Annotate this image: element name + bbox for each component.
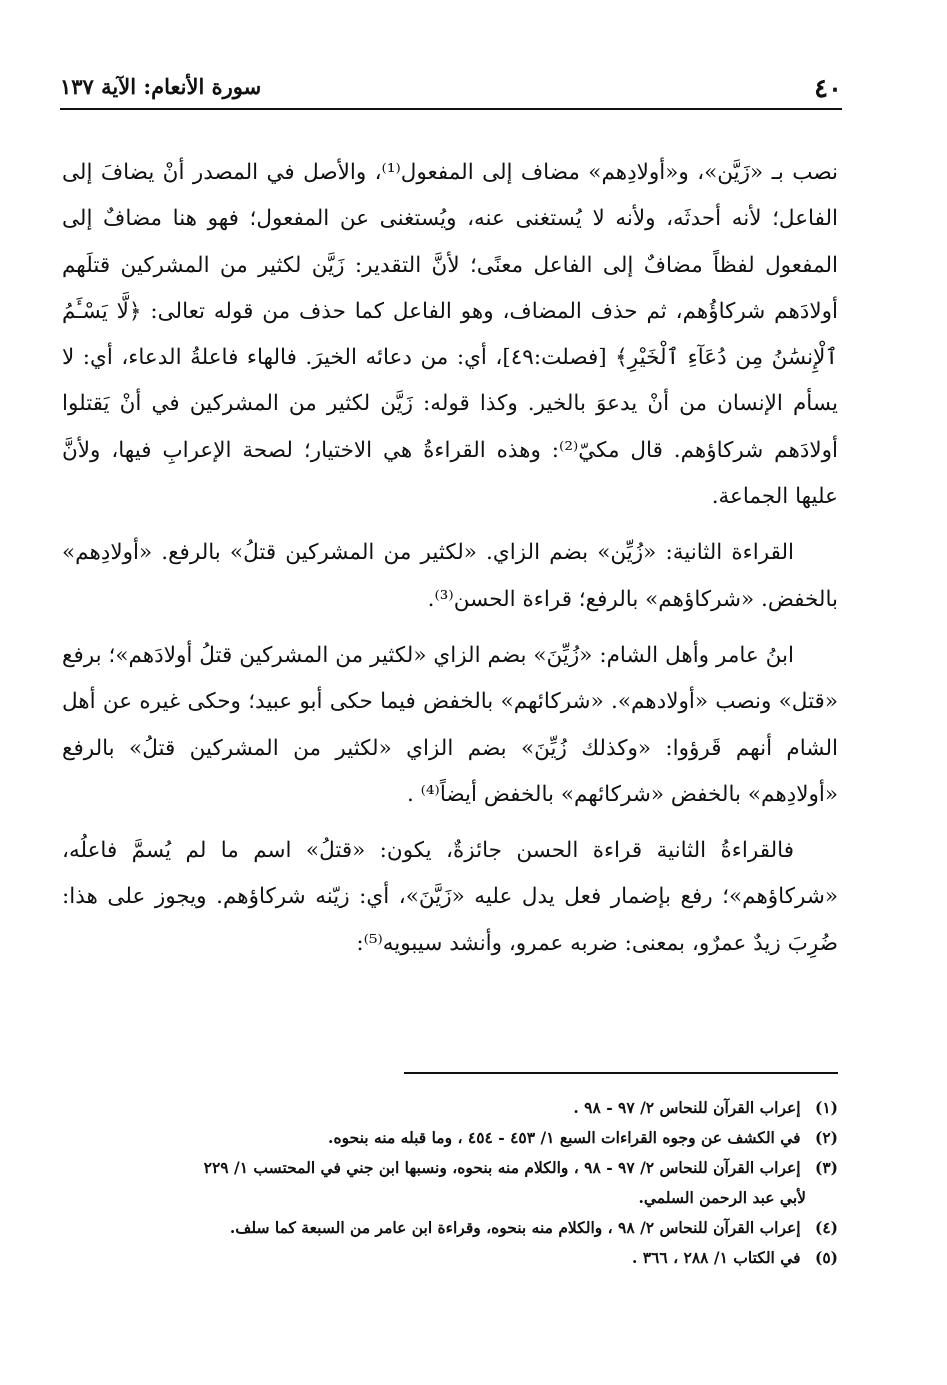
footnote-text: إعراب القرآن للنحاس ٢/ ٩٨ ، والكلام منه بنحوه، وقراءة ابن عامر من السبعة كما سلف.	[229, 1218, 801, 1237]
header-rule	[60, 108, 842, 110]
paragraph-4: فالقراءةُ الثانية قراءة الحسن جائزةٌ، يكون: «قتلُ» اسم ما لم يُسمَّ فاعلُه، «شركاؤهم»؛ رفع بإضمار فعل يدل عليه «زَيَّنَ»، أي: زيّنه شركاؤهم. ويجوز على هذا: ضُرِبَ زيدٌ عمرٌو، بمعنى: ضربه عمرو، وأنشد سيبويه⁽⁵⁾:	[62, 838, 838, 956]
footnote-text: إعراب القرآن للنحاس ٢/ ٩٧ - ٩٨ .	[573, 1098, 801, 1117]
footnote-separator	[404, 1072, 838, 1074]
footnote-4	[62, 1213, 838, 1243]
footnote-3	[62, 1153, 838, 1213]
footnote-number: (٢)	[814, 1128, 838, 1147]
footnote-text-continued: لأبي عبد الرحمن السلمي.	[638, 1188, 806, 1207]
footnote-text: إعراب القرآن للنحاس ٢/ ٩٧ - ٩٨ ، والكلام منه بنحوه، ونسبها ابن جني في المحتسب ١/ ٢٢٩	[203, 1158, 801, 1177]
paragraph-1: نصب بـ «زَيَّن»، و«أولادِهم» مضاف إلى المفعول⁽¹⁾، والأصل في المصدر أنْ يضافَ إلى الفاعل؛ لأنه أحدثَه، ولأنه لا يُستغنى عنه، ويُستغنى عن المفعول؛ فهو هنا مضافٌ إلى المفعول لفظاً مضافٌ إلى الفاعل معنًى؛ لأنَّ التقدير: زَيَّن لكثير من المشركين قتلَهم أولادَهم شركاؤُهم، ثم حذف المضاف، وهو الفاعل كما حذف من قوله تعالى: ﴿لَّا يَسْـَٔمُ ٱلْإِنسَٰنُ مِن دُعَآءِ ٱلْخَيْرِ﴾ [فصلت:٤٩]، أي: من دعائه الخيرَ. فالهاء فاعلةُ الدعاء، أي: لا يسأم الإنسان من أنْ يدعوَ بالخير. وكذا قوله: زَيَّن لكثير من المشركين في أنْ يَقتلوا أولادَهم شركاؤهم. قال مكيّ⁽²⁾: وهذه القراءةُ هي الاختيار؛ لصحة الإعرابِ فيها، ولأنَّ عليها الجماعة.	[62, 160, 838, 510]
footnote-1	[62, 1093, 838, 1123]
running-header	[60, 66, 842, 110]
main-text	[62, 150, 838, 977]
footnote-2	[62, 1123, 838, 1153]
footnote-5	[62, 1243, 838, 1273]
footnote-text: في الكشف عن وجوه القراءات السبع ١/ ٤٥٣ - ٤٥٤ ، وما قبله منه بنحوه.	[328, 1128, 801, 1147]
paragraph-3: ابنُ عامر وأهل الشام: «زُيِّنَ» بضم الزاي «لكثير من المشركين قتلُ أولادَهم»؛ برفع «قتل» ونصب «أولادهم». «شركائهم» بالخفض فيما حكى أبو عبيد؛ وحكى غيره عن أهل الشام أنهم قَرؤوا: «وكذلك زُيِّنَ» بضم الزاي «لكثير من المشركين قتلُ» بالرفع «أولادِهم» بالخفض «شركائهم» بالخفض أيضاً⁽⁴⁾ .	[62, 642, 838, 807]
paragraph-2: القراءة الثانية: «زُيِّن» بضم الزاي. «لكثير من المشركين قتلُ» بالرفع. «أولادِهم» بالخفض. «شركاؤهم» بالرفع؛ قراءة الحسن⁽³⁾.	[62, 540, 838, 612]
page-number: ٤٠	[814, 74, 842, 104]
footnote-number: (١)	[814, 1098, 838, 1117]
footnotes	[62, 1093, 838, 1273]
footnote-number: (٤)	[814, 1218, 838, 1237]
footnote-number: (٥)	[814, 1248, 838, 1267]
header-title: سورة الأنعام: الآية ١٣٧	[60, 74, 262, 99]
footnote-number: (٣)	[814, 1158, 838, 1177]
footnote-text: في الكتاب ١/ ٢٨٨ ، ٣٦٦ .	[631, 1248, 801, 1267]
